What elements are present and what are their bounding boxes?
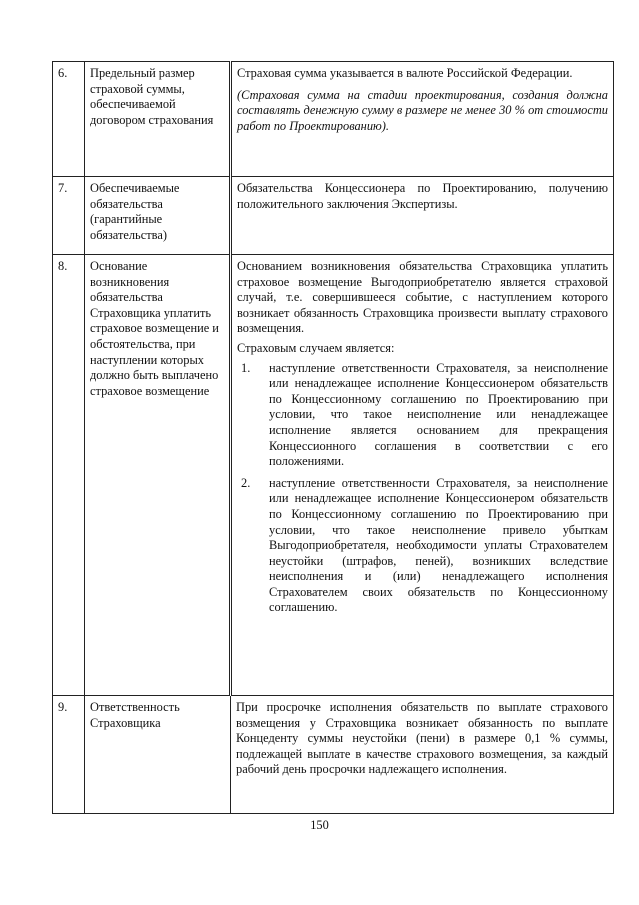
list-item-text: наступление ответственности Страхователя, за неисполнение или ненадлежащее исполнение Концессионером обязательств по Концессионному соглашению по Проектированию при условии, что такое неисполнение или ненадлежащее исполнение является основанием для прекращения Концессионного соглашения в соответствии с его положениями.	[269, 360, 608, 469]
row-content	[231, 696, 614, 814]
list-marker: 2.	[241, 475, 251, 490]
insured-cases-list	[237, 361, 608, 617]
row-number: 9.	[53, 696, 85, 814]
row-content	[231, 62, 614, 177]
row-number: 6.	[53, 62, 85, 177]
content-text: Страховая сумма указывается в валюте Российской Федерации.	[237, 66, 573, 80]
content-text: Обязательства Концессионера по Проектированию, получению положительного заключения Экспертизы.	[237, 181, 608, 211]
row-label: Ответственность Страховщика	[85, 696, 231, 814]
content-text: Основанием возникновения обязательства Страховщика уплатить страховое возмещение Выгодоприобретателю является страховой случай, т.е. совершившееся событие, с наступлением которого возникает обязанность Страховщика произвести выплату страхового возмещения.	[237, 259, 608, 336]
row-number: 8.	[53, 255, 85, 696]
table-row	[53, 696, 614, 814]
row-content	[231, 177, 614, 255]
table-row	[53, 177, 614, 255]
list-item	[237, 361, 608, 470]
content-text: При просрочке исполнения обязательств по выплате страхового возмещения у Страховщика возникает обязанность по выплате Концеденту суммы неустойки (пени) в размере 0,1 % суммы, подлежащей выплате в качестве страхового возмещения, за каждый рабочий день просрочки надлежащего исполнения.	[236, 700, 608, 777]
row-content	[231, 255, 614, 696]
list-item	[237, 476, 608, 616]
list-item-text: наступление ответственности Страхователя, за неисполнение или ненадлежащее исполнение Концессионером обязательств по Концессионному соглашению по Проектированию при условии, что такое неисполнение привело убыткам Выгодоприобретателя, необходимости уплаты Страхователем неустойки (штрафов, пеней), возникших вследствие неисполнения и (или) ненадлежащего исполнения Страхователем своих обязательств по Концессионному соглашению.	[269, 475, 608, 615]
row-number: 7.	[53, 177, 85, 255]
table-row	[53, 62, 614, 177]
row-label: Обеспечиваемые обязательства (гарантийные обязательства)	[85, 177, 231, 255]
insurance-terms-table	[52, 61, 614, 814]
list-marker: 1.	[241, 360, 251, 375]
table-row	[53, 255, 614, 696]
row-label: Основание возникновения обязательства Страховщика уплатить страховое возмещение и обстоятельства, при наступлении которых должно быть выплачено страховое возмещение	[85, 255, 231, 696]
cases-intro: Страховым случаем является:	[237, 340, 395, 355]
page-number: 150	[310, 818, 329, 832]
content-note: (Страховая сумма на стадии проектирования, создания должна составлять денежную сумму в размере не менее 30 % от стоимости работ по Проектированию).	[237, 87, 608, 133]
row-label: Предельный размер страховой суммы, обеспечиваемой договором страхования	[85, 62, 231, 177]
